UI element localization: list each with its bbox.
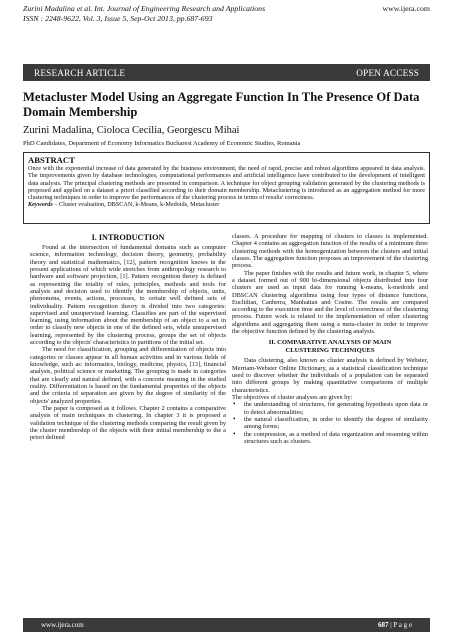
page-number-value: 687 — [378, 621, 389, 629]
access-type-label: OPEN ACCESS — [356, 67, 419, 78]
intro-paragraph-2: The need for classification, grouping and differentiation of objects into categories or classes appear in all human activities and in various fields of knowledge, such as: informatics, biology, medicine, physics, [13], financial analysis, political science or marketing. The grouping is made in categories that are clearly and natural defined, with a concrete meaning in the studied reality. Differentiation is based on the fundamental properties of the objects and the criteria of separation are given by the degree of similarity of the objects' analyzed properties. — [30, 346, 226, 405]
right-column — [232, 233, 428, 445]
intro-paragraph-3: The paper is composed as it follows. Chapter 2 contains a comparative analysis of main techniques in clustering. In chapter 3 it is proposed a validation technique of the clustering methods comparing the result given by the cluster membership of the objects with their initial membership to the a priori defined — [30, 404, 226, 442]
section-2-heading — [232, 339, 428, 355]
intro-paragraph-1: Found at the intersection of fundamental domains such as computer science, information technology, decision theory, geometry, probability theory and statistical mathematics, [12], pattern recognition knows in the present applications of which wide stretches from anthropology research to hardware and software projection, [1]. Pattern recognition theory is defined as representing the totality of rules, principles, methods and tools for analysis and decision used to identify the membership of objects, units, phenomena, events, actions, processes, to certain well defined sets of individuality. Pattern recognition theory is divided into two categories: supervised and unsupervised learning. Classifies are part of the supervised learning, using information about the membership of an object to a set in order to classify new objects in one of the defined sets, while unsupervised learning, represented by the clustering process, groups the set of objects according to the objects' characteristics in partitions of the initial set. — [30, 244, 226, 347]
author-affiliation: PhD Candidates, Department of Economy Informatics Bucharest Academy of Economic Studies, Romania — [23, 140, 301, 147]
article-banner — [23, 64, 430, 81]
list-item: • the natural classification, in order to identify the degree of similarity among forms; — [232, 416, 428, 431]
paper-authors: Zurini Madalina, Cioloca Cecilia, Georgescu Mihai — [23, 125, 240, 136]
keywords-text: – Cluster evaluation, DBSCAN, k-Means, k-Medoids, Metacluster — [52, 201, 220, 209]
journal-header — [23, 4, 430, 23]
abstract-heading: ABSTRACT — [28, 155, 75, 165]
section-1-heading: I. INTRODUCTION — [91, 233, 165, 242]
citation-line-1: Zurini Madalina et al. Int. Journal of Engineering Research and Applications — [23, 4, 266, 13]
section-2-paragraph-1: Data clustering, also known as cluster analysis is defined by Webster, Merriam-Webster Online Dictionary, as a statistical classification technique used to discover whether the individuals of a population can be separated into different groups by making quantitative comparisons of multiple characteristics. — [232, 357, 428, 394]
article-type-label: RESEARCH ARTICLE — [34, 67, 126, 78]
objectives-list — [232, 401, 428, 445]
keywords-label: Keywords — [28, 201, 53, 209]
abstract-box — [23, 152, 430, 224]
list-item: • the compression, as a method of data organization and resuming within structures such as clusters. — [232, 431, 428, 446]
paper-title: Metacluster Model Using an Aggregate Function In The Presence Of Data Domain Membership — [23, 90, 420, 119]
intro-paragraph-5: The paper finishes with the results and future work, in chapter 5, where a dataset formed out of 900 bi-dimensional objects distributed into four clusters are used as input data for running k-means, k-medoids and DBSCAN clustering algorithms using four types of distance functions, Euclidian, Canberra, Manhattan and Cosine. The results are compared according to the execution time and the level of correctness of the clustering process. Future work is related to the implementation of other clustering algorithms and aggregating them using a meta-cluster in order to improve the objective function defined by the clustering analysis. — [232, 269, 428, 336]
section-2-paragraph-2: The objectives of cluster analyses are given by: — [232, 393, 353, 401]
left-column — [30, 233, 226, 441]
page-number — [378, 621, 412, 629]
section-2-subtitle: CLUSTERING TECHNIQUES — [285, 347, 375, 355]
citation-line-2: ISSN : 2248-9622, Vol. 3, Issue 5, Sep-Oct 2013, pp.687-693 — [23, 13, 213, 23]
list-item: • the understanding of structures, for generating hypothesis upon data or to detect abnormalities; — [232, 401, 428, 416]
journal-site-link[interactable]: www.ijera.com — [382, 4, 430, 13]
section-2-title: II. COMPARATIVE ANALYSIS OF MAIN — [268, 339, 392, 347]
page-footer — [23, 618, 430, 632]
intro-paragraph-4: classes. A procedure for mapping of clusters to classes is implemented. Chapter 4 contains an aggregation function of the results of a minimum three clustering methods with the homogenization between the clusters and initial classes. The aggregation function proposes an improvement of the clustering process. — [232, 233, 428, 270]
keywords-line — [28, 201, 425, 208]
footer-site-link[interactable]: www.ijera.com — [41, 621, 84, 629]
page-number-label: | P a g e — [388, 621, 412, 629]
abstract-text: Once with the exponential increase of data generated by the business environment, the need of rapid, precise and robust algorithms appeared in data analysis. The improvements given by database technologies, computational performances and artificial intelligence have contributed to the development of intelligent data analysis. The principal clustering methods are presented in comparison. A technique for object grouping validation generated by the clustering methods is proposed and applied on a dataset a priori classified according to their domain membership. Metaclustering is introduced as an aggregation method for more clustering techniques in order to improve the performances of the clustering process in terms of results' correctness. — [28, 165, 425, 201]
